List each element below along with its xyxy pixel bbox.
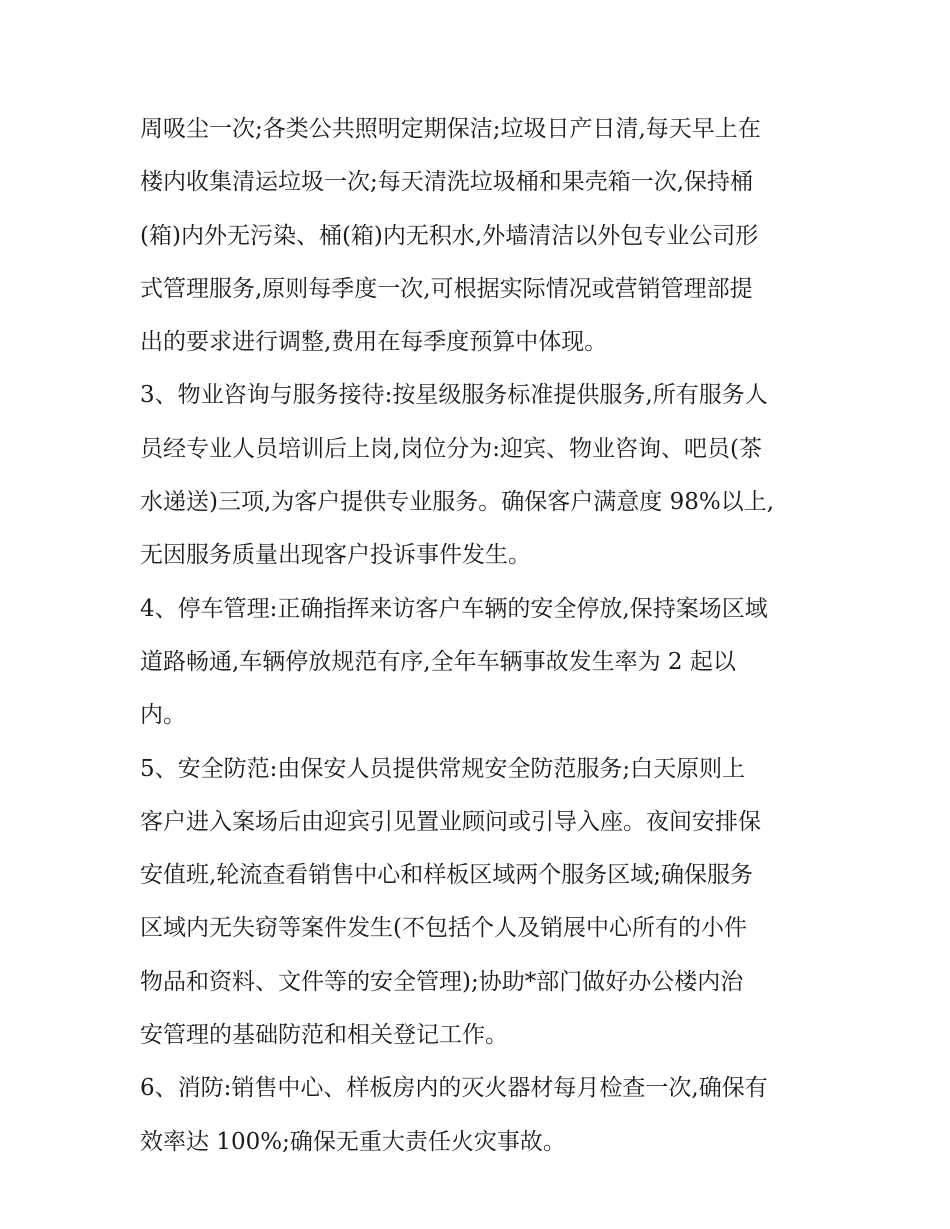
text-line: 无因服务质量出现客户投诉事件发生。 (140, 542, 531, 569)
text-line: 员经专业人员培训后上岗,岗位分为:迎宾、物业咨询、吧员(茶 (140, 435, 763, 462)
text-line: 安管理的基础防范和相关登记工作。 (140, 1022, 508, 1049)
text-line: 效率达 100%;确保无重大责任火灾事故。 (140, 1128, 566, 1155)
text-line: 客户进入案场后由迎宾引见置业顾问或引导入座。夜间安排保 (140, 808, 761, 835)
text-line: 区域内无失窃等案件发生(不包括个人及销展中心所有的小件 (140, 915, 747, 942)
section-6-heading-line: 6、消防:销售中心、样板房内的灭火器材每月检查一次,确保有 (140, 1075, 768, 1102)
text-line: (箱)内外无污染、桶(箱)内无积水,外墙清洁以外包专业公司形 (140, 222, 759, 249)
text-line: 安值班,轮流查看销售中心和样板区域两个服务区域;确保服务 (140, 862, 754, 889)
text-line: 式管理服务,原则每季度一次,可根据实际情况或营销管理部提 (140, 275, 753, 302)
section-5-heading-line: 5、安全防范:由保安人员提供常规安全防范服务;白天原则上 (140, 755, 746, 782)
section-4-heading-line: 4、停车管理:正确指挥来访客户车辆的安全停放,保持案场区域 (140, 595, 768, 622)
text-line: 出的要求进行调整,费用在每季度预算中体现。 (140, 329, 608, 356)
section-3-heading-line: 3、物业咨询与服务接待:按星级服务标准提供服务,所有服务人 (140, 382, 768, 409)
text-line: 道路畅通,车辆停放规范有序,全年车辆事故发生率为 2 起以 (140, 648, 736, 675)
text-line: 内。 (140, 702, 186, 729)
text-line: 物品和资料、文件等的安全管理);协助*部门做好办公楼内治 (140, 968, 744, 995)
text-line: 水递送)三项,为客户提供专业服务。确保客户满意度 98%以上, (140, 489, 775, 516)
text-line: 周吸尘一次;各类公共照明定期保洁;垃圾日产日清,每天早上在 (140, 116, 761, 142)
text-line: 楼内收集清运垃圾一次;每天清洗垃圾桶和果壳箱一次,保持桶 (140, 169, 754, 196)
document-body (140, 103, 820, 1169)
